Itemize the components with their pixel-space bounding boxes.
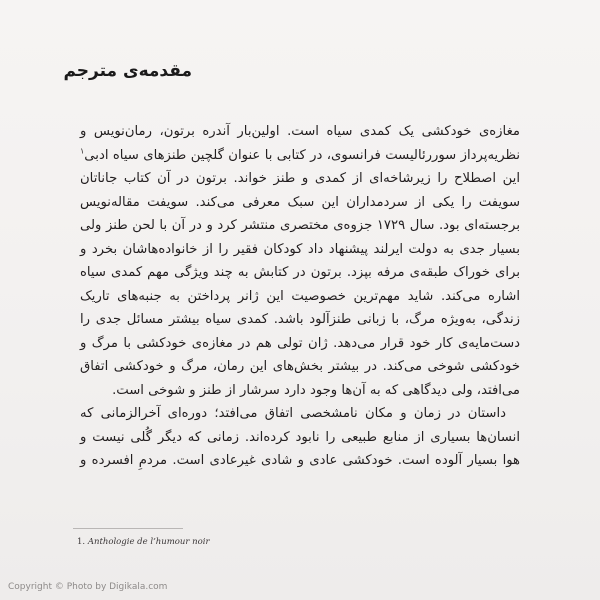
text-line: بسیار جدی به دولت ایرلند پیشنهاد داد کودکان فقیر را از خانواده‌هاشان بخرد و (80, 241, 520, 257)
text-line: زندگی، به‌ویژه مرگ، با زبانی طنزآلود باشد. کمدی سیاه بیشتر مسائل جدی را (80, 312, 520, 327)
copyright-notice: Copyright © Photo by Digikala.com (8, 582, 168, 592)
text-line: هوا بسیار آلوده است. خودکشی عادی و شادی غیرعادی است. مردمِ افسرده و (80, 453, 520, 468)
text-line-content: نظریه‌پرداز سوررئالیست فرانسوی، در کتابی با عنوان گلچین طنزهای سیاه ادبی (84, 147, 520, 163)
text-line: سویفت را یکی از سردمداران این سبک معرفی می‌کند. سویفت مقاله‌نویس (80, 194, 520, 210)
body-text (80, 120, 520, 473)
text-line: این اصطلاح را زیرشاخه‌ای از کمدی و طنز خواند. برتون در آن کتاب جاناتان (80, 171, 520, 186)
text-line: خودکشی شوخی می‌کند. در بیشتر بخش‌های این رمان، مرگ و خودکشی اتفاق (80, 359, 520, 374)
text-line: دست‌مایه‌ی کار خود قرار می‌دهد. ژان تولی هم در مغازه‌ی خودکشی با مرگ و (80, 335, 520, 351)
text-line: اشاره می‌کند. شاید مهم‌ترین خصوصیت این ژانر پرداختن به جنبه‌های تاریک (80, 288, 520, 304)
footnote-number: 1. (77, 537, 86, 547)
text-line: برجسته‌ای بود. سال ۱۷۲۹ جزوه‌ی مختصری منتشر کرد و در آن با لحن طنز ولی (80, 218, 521, 233)
text-line-with-footnote (80, 144, 520, 168)
footnote-marker: ۱ (80, 146, 85, 156)
chapter-title: مقدمه‌ی مترجم (63, 61, 192, 81)
footnote-title: Anthologie de l’humour noir (87, 537, 210, 547)
text-line: می‌افتد، ولی دیدگاهی که به آن‌ها وجود دارد سرشار از طنز و شوخی است. (112, 382, 520, 398)
text-line: مغازه‌ی خودکشی یک کمدی سیاه است. اولین‌بار آندره برتون، رمان‌نویس و (80, 124, 520, 139)
text-line: داستان در زمان و مکان نامشخصی اتفاق می‌افتد؛ دوره‌ای آخرالزمانی که (80, 406, 506, 421)
text-line: برای خوراک طبقه‌ی مرفه بپزد. برتون در کتابش به چند ویژگی مهم کمدی سیاه (80, 265, 520, 280)
footnote-divider (73, 528, 183, 529)
footnote (77, 537, 210, 547)
text-line: انسان‌ها بسیاری از منابع طبیعی را نابود کرده‌اند. زمانی که دیگر گُلی نیست و (80, 429, 520, 445)
